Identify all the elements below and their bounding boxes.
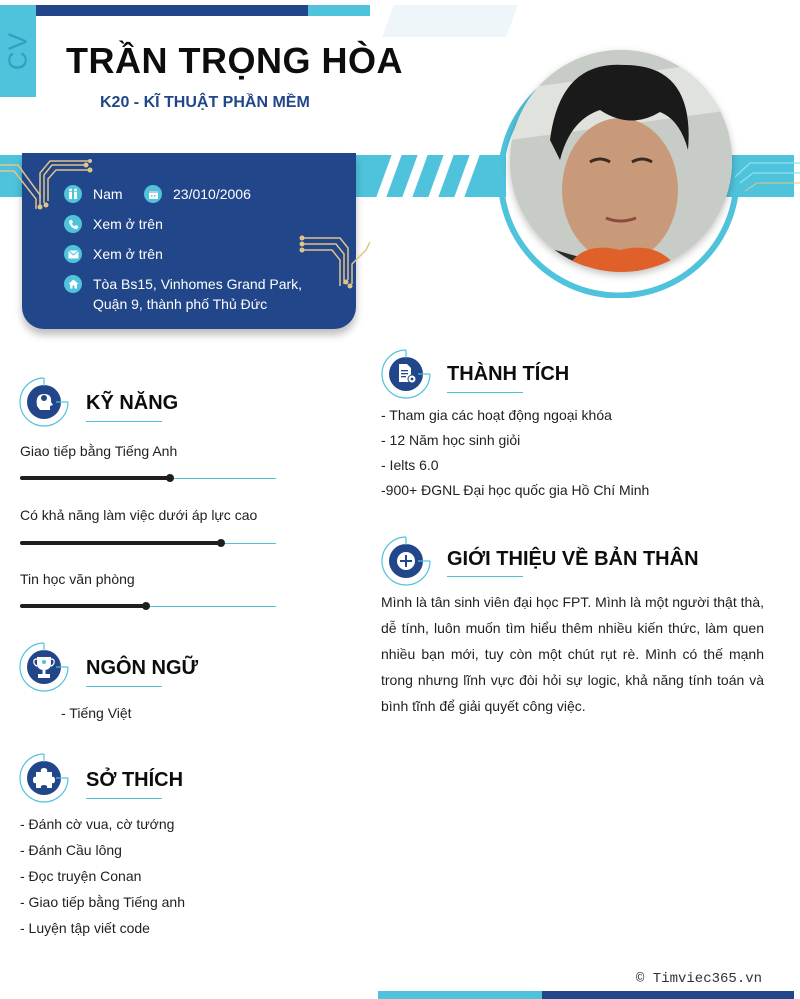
about-title: GIỚI THIỆU VỀ BẢN THÂN <box>447 548 699 570</box>
phone-icon <box>64 215 82 233</box>
hobbies-title-underline <box>86 798 162 799</box>
document-gear-icon <box>380 348 432 400</box>
contact-birthday-row <box>144 184 251 204</box>
hobby-item: - Đọc truyện Conan <box>20 868 142 884</box>
achievement-item: - Tham gia các hoạt động ngoại khóa <box>381 407 612 423</box>
hobbies-list <box>20 811 185 941</box>
skill-bar-fill <box>20 476 170 480</box>
skill-bar <box>20 543 276 544</box>
skill-bar-fill <box>20 604 146 608</box>
circuit-decor-card <box>296 232 370 292</box>
watermark: © Timviec365.vn <box>636 971 763 987</box>
home-icon <box>64 275 82 293</box>
contact-phone-row <box>64 214 163 234</box>
top-decor-bar-dark <box>36 5 308 16</box>
envelope-icon <box>64 245 82 263</box>
languages-title-underline <box>86 686 162 687</box>
trophy-icon <box>18 641 70 693</box>
achievement-item: -900+ ĐGNL Đại học quốc gia Hồ Chí Minh <box>381 482 650 498</box>
skill-label: Có khả năng làm việc dưới áp lực cao <box>20 507 258 523</box>
contact-email: Xem ở trên <box>93 246 163 262</box>
skills-title-underline <box>86 421 162 422</box>
top-decor-bar-light <box>308 5 370 16</box>
skills-section-icon <box>18 376 70 433</box>
skills-title: KỸ NĂNG <box>86 392 179 414</box>
contact-address-line2: Quận 9, thành phố Thủ Đức <box>93 296 268 312</box>
profile-photo <box>510 50 732 272</box>
skill-bar-fill <box>20 541 221 545</box>
languages-title: NGÔN NGỮ <box>86 657 199 679</box>
contact-gender-row <box>64 184 123 204</box>
achievement-item: - Ielts 6.0 <box>381 457 439 473</box>
skill-bar <box>20 606 276 607</box>
contact-email-row <box>64 244 163 264</box>
hobbies-section-icon <box>18 752 70 809</box>
hobby-item: - Đánh Cầu lông <box>20 842 122 858</box>
bottom-decor-bar-light <box>378 991 542 999</box>
hobbies-title: SỞ THÍCH <box>86 769 184 791</box>
about-text: Mình là tân sinh viên đại học FPT. Mình là một người thật thà, dễ tính, luôn muốn tìm hiểu thêm nhiều kiến thức, làm quen nhiều bạn mới, tuy còn một chút rụt rè. Mình có thế mạnh trong nhưng lĩnh vực đòi hỏi sự logic, khả năng tính toán và bình tĩnh để giải quyết công việc. <box>381 594 764 714</box>
skill-bar-marker <box>217 539 225 547</box>
cv-tag <box>0 5 36 97</box>
achievements-title: THÀNH TÍCH <box>447 363 570 385</box>
language-item: - Tiếng Việt <box>61 705 132 721</box>
skill-bar-marker <box>166 474 174 482</box>
bottom-decor-bar-dark <box>542 991 794 999</box>
head-gear-icon <box>18 376 70 428</box>
hobby-item: - Đánh cờ vua, cờ tướng <box>20 816 175 832</box>
contact-gender: Nam <box>93 186 123 202</box>
achievements-title-underline <box>447 392 523 393</box>
hobby-item: - Luyện tập viết code <box>20 920 150 936</box>
about-section-icon <box>380 535 432 592</box>
achievement-item: - 12 Năm học sinh giỏi <box>381 432 521 448</box>
skill-label: Tin học văn phòng <box>20 571 135 587</box>
candidate-subtitle: K20 - KĨ THUẬT PHẦN MỀM <box>100 94 310 111</box>
hobby-item: - Giao tiếp bằng Tiếng anh <box>20 894 186 910</box>
skill-bar-marker <box>142 602 150 610</box>
calendar-icon <box>144 185 162 203</box>
gender-icon <box>64 185 82 203</box>
skill-label: Giao tiếp bằng Tiếng Anh <box>20 443 178 459</box>
cv-tag-label: CV <box>2 31 33 71</box>
contact-phone: Xem ở trên <box>93 216 163 232</box>
about-title-underline <box>447 576 523 577</box>
contact-address-line1: Tòa Bs15, Vinhomes Grand Park, <box>93 276 303 292</box>
skill-bar <box>20 478 276 479</box>
plus-circle-icon <box>380 535 432 587</box>
candidate-name: TRẦN TRỌNG HÒA <box>66 40 403 81</box>
achievements-section-icon <box>380 348 432 405</box>
contact-birthday: 23/010/2006 <box>173 186 251 202</box>
achievements-list <box>381 403 649 503</box>
languages-section-icon <box>18 641 70 698</box>
contact-address-row <box>64 274 302 314</box>
puzzle-icon <box>18 752 70 804</box>
